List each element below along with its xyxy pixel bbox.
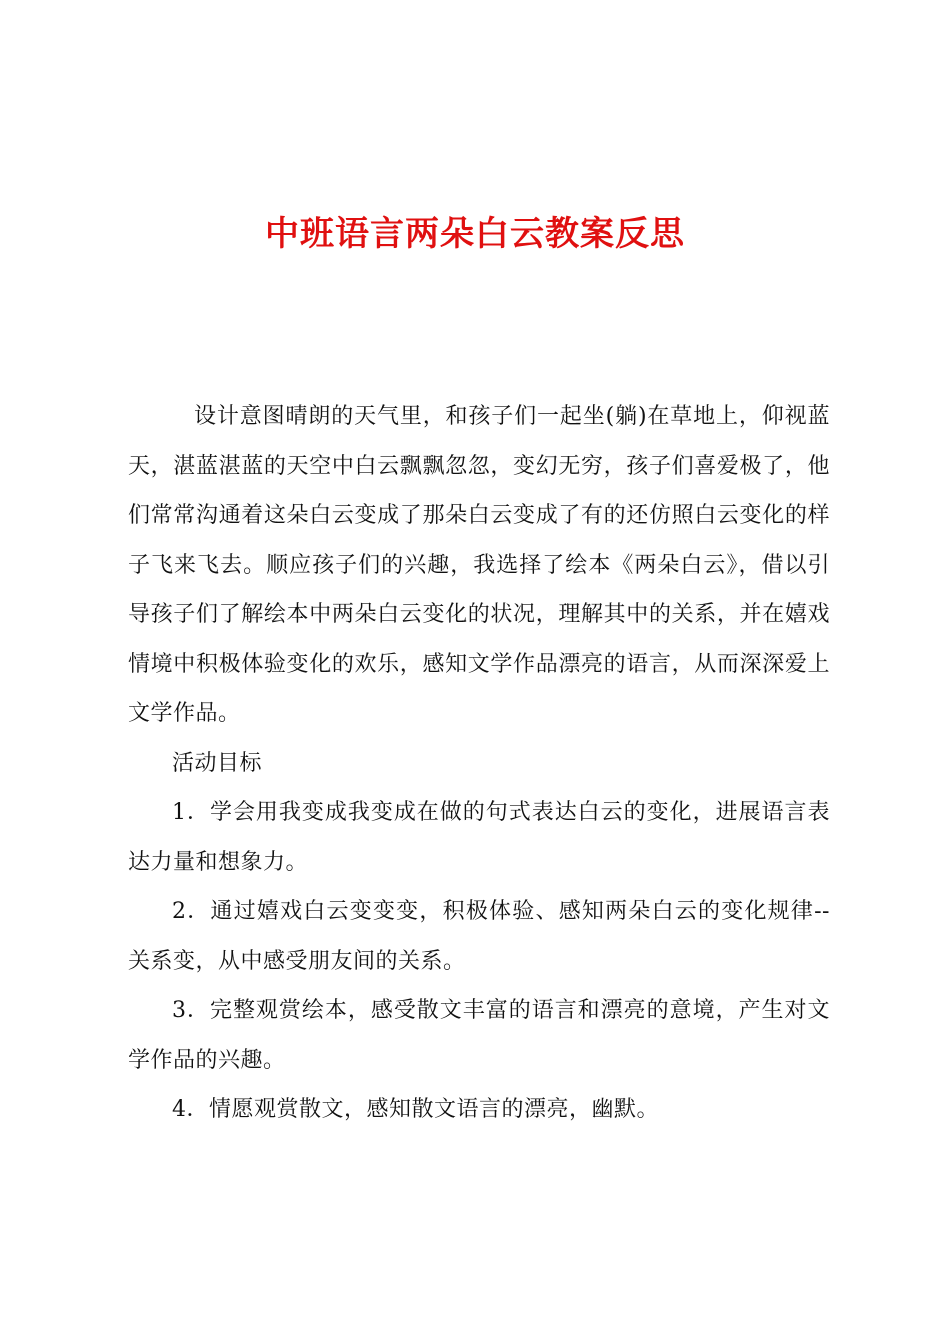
- paragraph-goal-1: 1．学会用我变成我变成在做的句式表达白云的变化，进展语言表达力量和想象力。: [128, 800, 830, 875]
- paragraph-goal-3: 3．完整观赏绘本，感受散文丰富的语言和漂亮的意境，产生对文学作品的兴趣。: [128, 998, 830, 1073]
- paragraph-goal-4: 4．情愿观赏散文，感知散文语言的漂亮，幽默。: [172, 1097, 659, 1122]
- paragraph-design-intent: 设计意图晴朗的天气里，和孩子们一起坐(躺)在草地上，仰视蓝天，湛蓝湛蓝的天空中白云飘飘忽忽，变幻无穷，孩子们喜爱极了，他们常常沟通着这朵白云变成了那朵白云变成了有的还仿照白云变化的样子飞来飞去。顺应孩子们的兴趣，我选择了绘本《两朵白云》，借以引导孩子们了解绘本中两朵白云变化的状况，理解其中的关系，并在嬉戏情境中积极体验变化的欢乐，感知文学作品漂亮的语言，从而深深爱上文学作品。: [128, 404, 830, 726]
- document-body: [128, 392, 830, 1135]
- paragraph-activity-goals-heading: 活动目标: [172, 750, 263, 776]
- paragraph-goal-2: 2．通过嬉戏白云变变变，积极体验、感知两朵白云的变化规律--关系变，从中感受朋友间的关系。: [128, 899, 830, 974]
- document-title: 中班语言两朵白云教案反思: [265, 214, 685, 254]
